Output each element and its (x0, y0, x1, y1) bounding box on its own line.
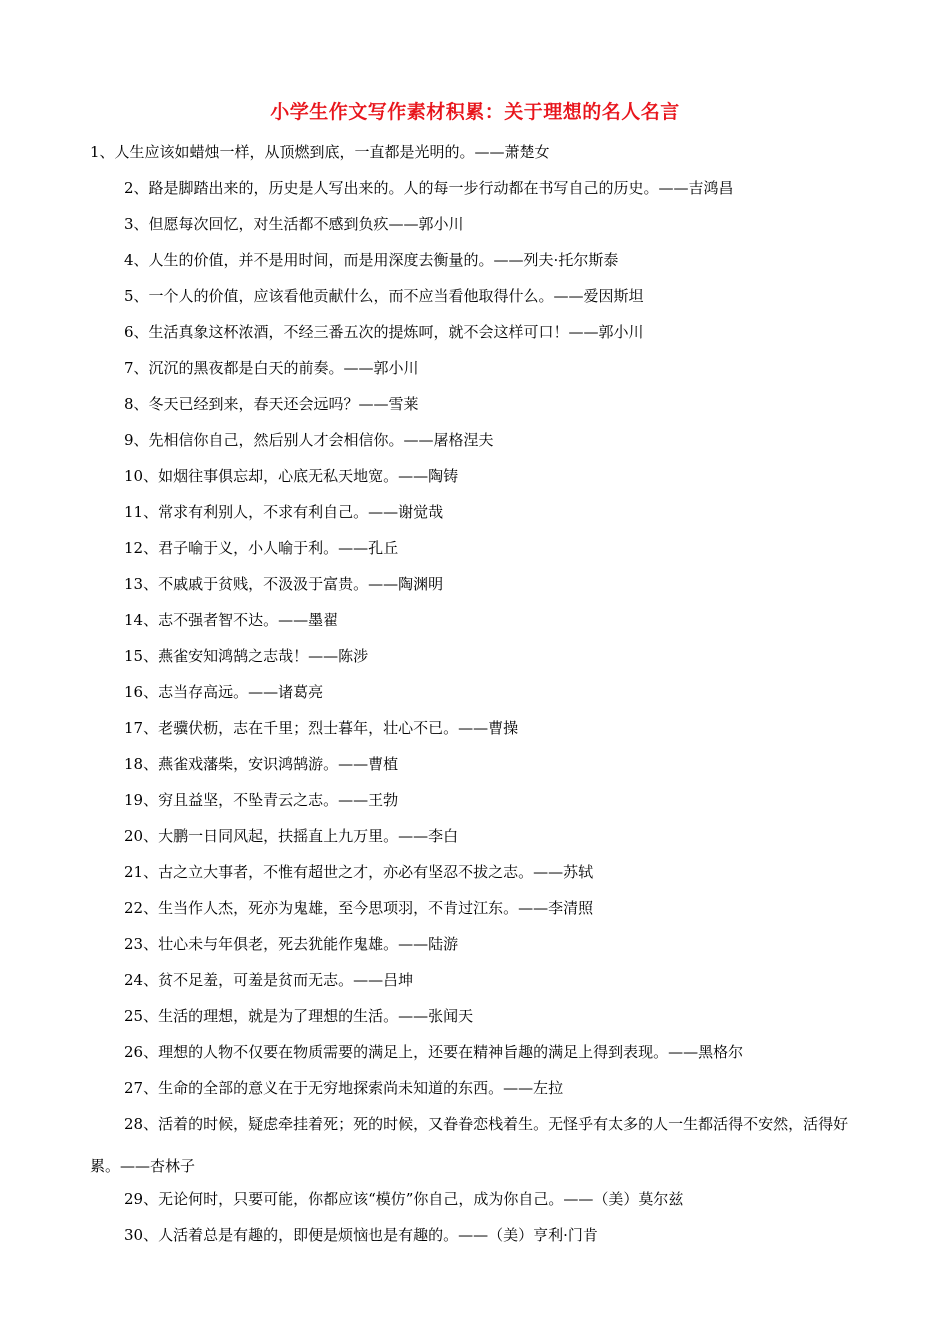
quote-item: 13、不戚戚于贫贱，不汲汲于富贵。——陶渊明 (124, 575, 444, 593)
quote-item: 12、君子喻于义，小人喻于利。——孔丘 (124, 539, 399, 557)
quote-item: 21、古之立大事者，不惟有超世之才，亦必有坚忍不拔之志。——苏轼 (124, 863, 594, 881)
quote-item: 3、但愿每次回忆，对生活都不感到负疚——郭小川 (124, 215, 464, 233)
document-title: 小学生作文写作素材积累：关于理想的名人名言 (270, 101, 680, 123)
quote-item: 30、人活着总是有趣的，即便是烦恼也是有趣的。——（美）亨利·门肯 (124, 1226, 598, 1244)
quote-item: 25、生活的理想，就是为了理想的生活。——张闻天 (124, 1007, 474, 1025)
quote-item: 28、活着的时候，疑虑牵挂着死；死的时候，又眷眷恋栈着生。无怪乎有太多的人一生都活得不安然，活得好累。——杏林子 (90, 1115, 849, 1175)
quote-item: 8、冬天已经到来，春天还会远吗？——雪莱 (124, 395, 419, 413)
quote-item: 5、一个人的价值，应该看他贡献什么，而不应当看他取得什么。——爱因斯坦 (124, 287, 644, 305)
quote-item: 16、志当存高远。——诸葛亮 (124, 683, 324, 701)
quote-item: 9、先相信你自己，然后别人才会相信你。——屠格涅夫 (124, 431, 494, 449)
quote-item: 17、老骥伏枥，志在千里；烈士暮年，壮心不已。——曹操 (124, 719, 519, 737)
quote-item: 20、大鹏一日同风起，扶摇直上九万里。——李白 (124, 827, 459, 845)
quote-item: 4、人生的价值，并不是用时间，而是用深度去衡量的。——列夫·托尔斯泰 (124, 251, 619, 269)
quote-item: 2、路是脚踏出来的，历史是人写出来的。人的每一步行动都在书写自己的历史。——吉鸿昌 (124, 179, 734, 197)
quote-item: 18、燕雀戏藩柴，安识鸿鹄游。——曹植 (124, 755, 399, 773)
quote-item: 24、贫不足羞，可羞是贫而无志。——吕坤 (124, 971, 414, 989)
quote-item: 7、沉沉的黑夜都是白天的前奏。——郭小川 (124, 359, 419, 377)
quote-item: 27、生命的全部的意义在于无穷地探索尚未知道的东西。——左拉 (124, 1079, 564, 1097)
quote-item: 15、燕雀安知鸿鹄之志哉！——陈涉 (124, 647, 369, 665)
quote-item: 22、生当作人杰，死亦为鬼雄，至今思项羽，不肯过江东。——李清照 (124, 899, 594, 917)
quote-item: 1、人生应该如蜡烛一样，从顶燃到底，一直都是光明的。——萧楚女 (90, 143, 550, 161)
quote-item: 23、壮心未与年俱老，死去犹能作鬼雄。——陆游 (124, 935, 459, 953)
quote-item: 14、志不强者智不达。——墨翟 (124, 611, 339, 629)
quote-item: 19、穷且益坚，不坠青云之志。——王勃 (124, 791, 399, 809)
quote-item: 10、如烟往事俱忘却，心底无私天地宽。——陶铸 (124, 467, 459, 485)
quote-item: 29、无论何时，只要可能，你都应该“模仿”你自己，成为你自己。——（美）莫尔兹 (124, 1190, 684, 1208)
quote-item: 6、生活真象这杯浓酒，不经三番五次的提炼呵，就不会这样可口！——郭小川 (124, 323, 644, 341)
quote-list (90, 134, 860, 1253)
quote-item: 11、常求有利别人，不求有利自己。——谢觉哉 (124, 503, 444, 521)
quote-item: 26、理想的人物不仅要在物质需要的满足上，还要在精神旨趣的满足上得到表现。——黑格尔 (124, 1043, 744, 1061)
